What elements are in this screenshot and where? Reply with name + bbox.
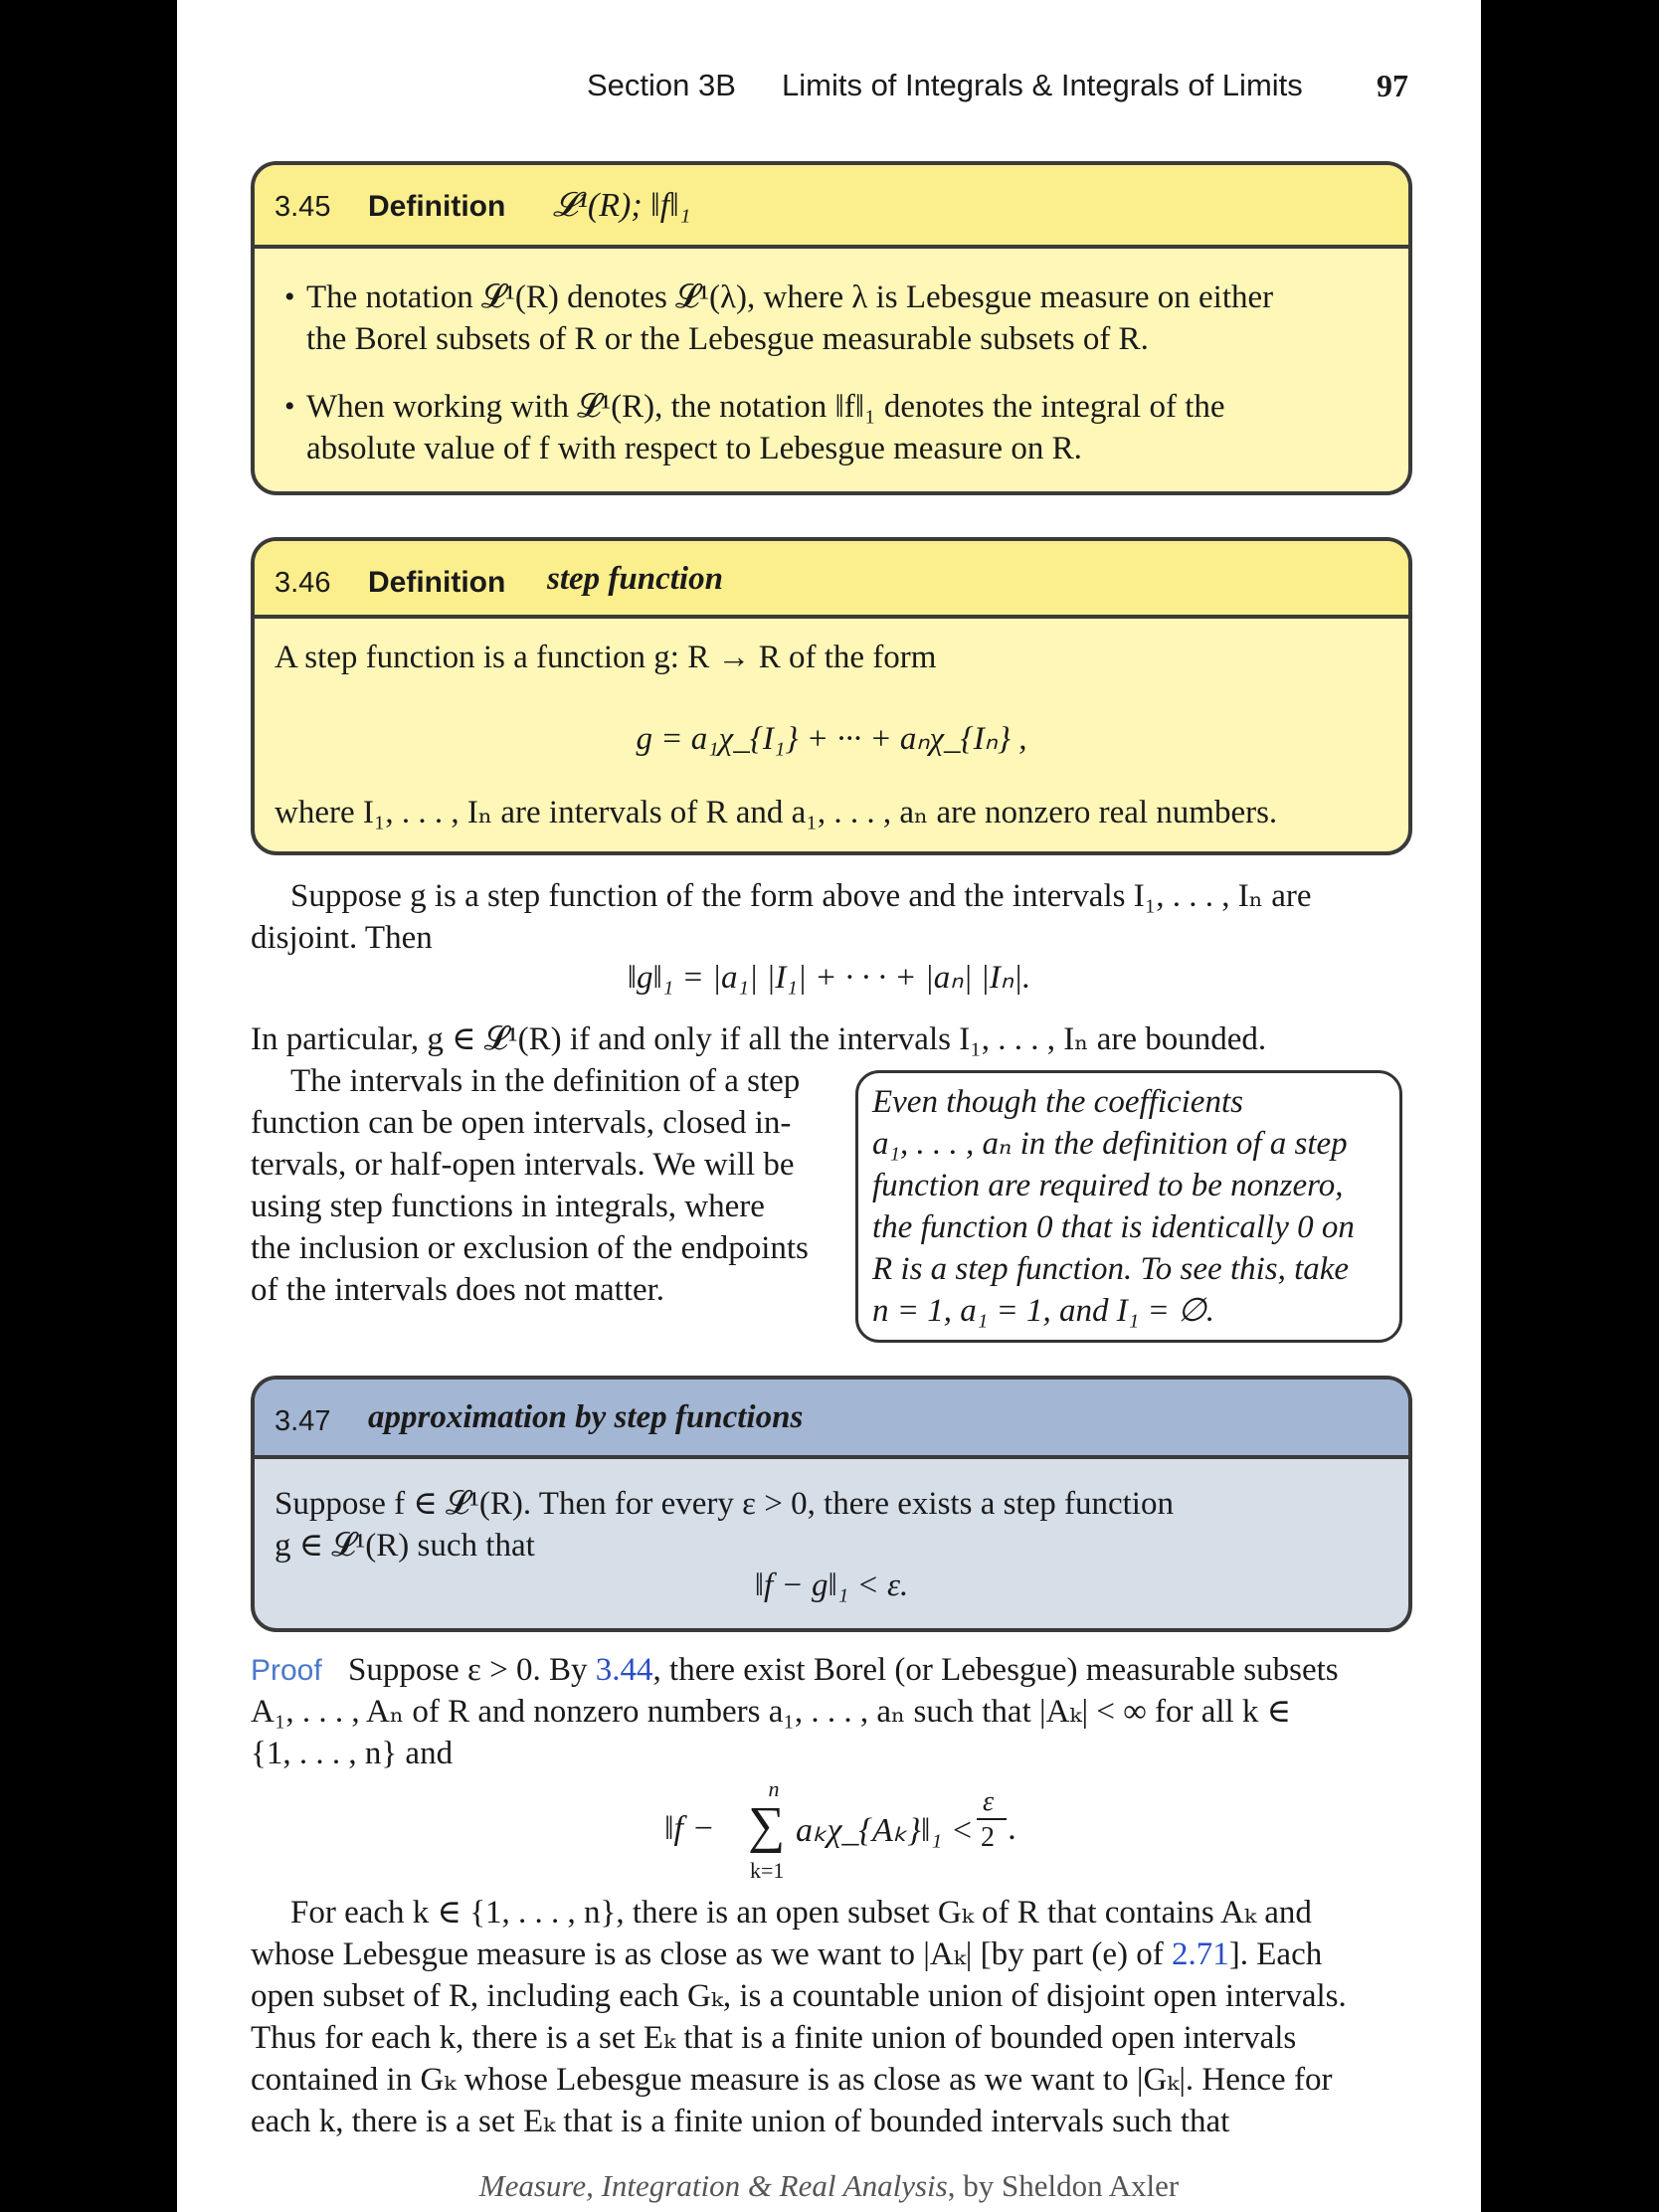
sum-lower-limit: k=1 [750,1858,785,1883]
page-footer [177,2168,1481,2204]
para-3-line-6: each k, there is a set Eₖ that is a finite union of bounded intervals such that [251,2104,1230,2139]
proof-line-2: A₁, . . . , Aₙ of R and nonzero numbers a₁, . . . , aₙ such that |Aₖ| < ∞ for all k ∈ [251,1694,1292,1730]
ref-3-44-link[interactable]: 3.44 [595,1652,653,1688]
margin-note [855,1070,1402,1343]
book-page [177,0,1481,2212]
footer-author: , by Sheldon Axler [947,2168,1180,2203]
sigma-icon: ∑ [748,1797,786,1854]
para-2-line: The intervals in the definition of a step [290,1063,801,1099]
bullet-2-line-1: When working with 𝓛¹(R), the notation ‖f‖₁ denotes the integral of the [306,389,1225,425]
theorem-3-47-box [251,1376,1412,1632]
theorem-3-47-header [255,1380,1408,1459]
definition-subject: step function [547,561,723,597]
definition-kind: Definition [368,566,506,599]
header-title: Limits of Integrals & Integrals of Limits [782,68,1303,102]
margin-note-text [872,1081,1393,1332]
proof-text: Suppose ε > 0. By [347,1652,596,1688]
para-3-line-1: For each k ∈ {1, . . . , n}, there is an open subset Gₖ of R that contains Aₖ and [290,1895,1312,1931]
proof-formula [664,1776,1022,1883]
para-3-line-4: Thus for each k, there is a set Eₖ that is a finite union of bounded open intervals [251,2020,1297,2056]
para-2-line: the inclusion or exclusion of the endpoints [251,1230,809,1266]
proof-line-1 [251,1649,1339,1692]
para-1-formula: ‖g‖₁ = |a₁| |I₁| + · · · + |aₙ| |Iₙ|. [627,960,1031,996]
page-number: 97 [1377,68,1408,103]
margin-note-line: function are required to be nonzero, [872,1168,1344,1203]
fraction-bar [977,1818,1007,1820]
formula-left: ‖f − [664,1810,715,1847]
bullet-1-line-1: The notation 𝓛¹(R) denotes 𝓛¹(λ), where λ is Lebesgue measure on either [306,279,1274,315]
bullet-2 [284,386,1390,469]
para-1-line-3: In particular, g ∈ 𝓛¹(R) if and only if all the intervals I₁, . . . , Iₙ are bounded. [251,1021,1267,1057]
theorem-number: 3.47 [275,1405,331,1437]
proof-label: Proof [251,1654,322,1687]
para-2 [251,1060,847,1311]
def-346-formula: g = a₁χ_{I₁} + ··· + aₙχ_{Iₙ} , [636,721,1027,757]
formula-period: . [1009,1810,1017,1847]
theorem-line-2: g ∈ 𝓛¹(R) such that [275,1528,535,1564]
def-346-line-1: A step function is a function g: R → R of the form [275,640,937,675]
para-3-line-5: contained in Gₖ whose Lebesgue measure is as close as we want to |Gₖ|. Hence for [251,2062,1333,2098]
margin-note-line: the function 0 that is identically 0 on [872,1209,1355,1245]
definition-3-46-header [255,541,1408,619]
fraction-denominator: 2 [981,1822,995,1853]
bullet-1 [284,276,1390,360]
para-3-text: whose Lebesgue measure is as close as we want to |Aₖ| [by part (e) of [251,1936,1173,1972]
fraction-numerator: ε [983,1786,995,1817]
definition-3-45-header [255,165,1408,249]
para-3-text: ]. Each [1228,1936,1323,1972]
bullet-1-line-2: the Borel subsets of R or the Lebesgue measurable subsets of R. [306,321,1149,357]
bullet-dot-icon: • [284,390,295,423]
ref-2-71-link[interactable]: 2.71 [1172,1936,1229,1972]
para-1-line-1: Suppose g is a step function of the form above and the intervals I₁, . . . , Iₙ are [290,878,1312,914]
sum-upper-limit: n [768,1776,780,1801]
theorem-subject: approximation by step functions [368,1399,804,1435]
proof-line-3: {1, . . . , n} and [251,1736,454,1771]
margin-note-line: Even though the coefficients [872,1084,1243,1120]
def-346-line-3: where I₁, . . . , Iₙ are intervals of R and a₁, . . . , aₙ are nonzero real numbers. [275,795,1278,830]
para-2-line: using step functions in integrals, where [251,1189,765,1224]
header-section: Section 3B [587,68,736,102]
para-2-line: tervals, or half-open intervals. We will be [251,1147,795,1183]
bullet-dot-icon: • [284,280,295,313]
formula-middle: aₖχ_{Aₖ}‖₁ < [796,1812,974,1849]
definition-kind: Definition [368,190,506,223]
definition-number: 3.45 [275,191,331,223]
footer-book-title: Measure, Integration & Real Analysis [478,2168,948,2203]
definition-3-45-box [251,161,1412,495]
theorem-line-1: Suppose f ∈ 𝓛¹(R). Then for every ε > 0, there exists a step function [275,1486,1174,1522]
para-2-line: of the intervals does not matter. [251,1272,665,1308]
theorem-formula: ‖f − g‖₁ < ε. [754,1567,909,1603]
margin-note-line: R is a step function. To see this, take [872,1251,1350,1287]
para-1-line-2: disjoint. Then [251,920,433,956]
running-header [177,68,1408,111]
para-2-line: function can be open intervals, closed in- [251,1105,792,1141]
margin-note-line: n = 1, a₁ = 1, and I₁ = ∅. [872,1293,1214,1329]
definition-number: 3.46 [275,567,331,599]
proof-text: , there exist Borel (or Lebesgue) measurable subsets [652,1652,1339,1688]
margin-note-line: a₁, . . . , aₙ in the definition of a step [872,1126,1348,1162]
definition-subject: 𝓛¹(R); ‖f‖₁ [553,187,691,224]
bullet-2-line-2: absolute value of f with respect to Lebesgue measure on R. [306,431,1082,466]
para-3-line-3: open subset of R, including each Gₖ, is a countable union of disjoint open intervals. [251,1978,1347,2014]
para-3-line-2 [251,1934,1322,1975]
definition-3-46-box [251,537,1412,855]
